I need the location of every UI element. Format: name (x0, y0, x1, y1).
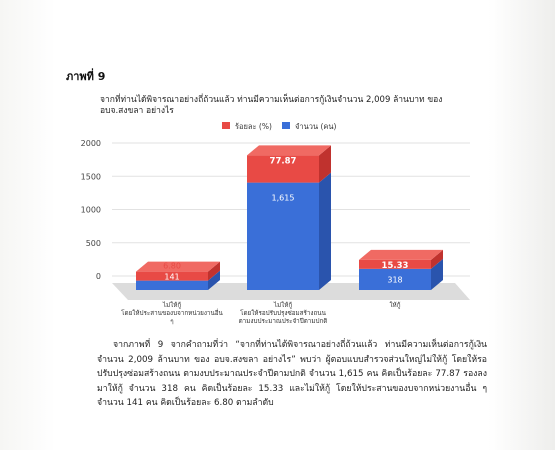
chart-title: จากที่ท่านได้พิจารณาอย่างถี่ถ้วนแล้ว ท่านมีความเห็นต่อการกู้เงินจำนวน 2,009 ล้านบาท ของ อบจ.สงขลา อย่างไร (100, 95, 443, 116)
x-category-label: ไม่ให้กู้ (273, 302, 293, 309)
data-label-count: 1,615 (271, 193, 295, 203)
x-category-label: ๆ (170, 318, 174, 325)
x-category-label: ตามงบประมาณประจำปีตามปกติ (238, 318, 328, 325)
bar-count-side (319, 173, 331, 290)
y-tick-label: 2000 (80, 139, 101, 148)
y-tick-label: 1000 (80, 205, 101, 215)
legend-swatch (222, 122, 230, 129)
y-tick-label: 0 (95, 272, 101, 281)
data-label-count: 318 (387, 275, 403, 285)
legend-label: ร้อยละ (%) (235, 122, 272, 131)
bar-top-face (359, 250, 443, 260)
y-tick-label: 500 (85, 238, 101, 248)
x-category-label: ไม่ให้กู้ (162, 302, 182, 309)
legend-swatch (282, 122, 290, 129)
data-label-percent: 15.33 (381, 260, 409, 271)
data-label-count: 141 (164, 272, 180, 282)
data-label-percent: 6.80 (163, 261, 181, 271)
bar-top-face (247, 145, 331, 155)
x-category-label: ให้กู้ (389, 302, 401, 309)
legend-label: จำนวน (คน) (295, 122, 337, 131)
x-category-label: โดยให้ประสานของบจากหน่วยงานอื่น (121, 310, 223, 317)
y-tick-label: 1500 (80, 172, 101, 182)
body-paragraph: จากภาพที่ 9 จากคำถามที่ว่า “จากที่ท่านได้พิจารณาอย่างถี่ถ้วนแล้ว ท่านมีความเห็นต่อการกู้เงินจำนวน 2,009 ล้านบาท ของ อบจ.สงขลา อย่างไร” พบว่า ผู้ตอบแบบสำรวจส่วนใหญ่ไม่ให้กู้ โดยให้รอปรับปรุงซ่อมสร้างถนน ตามงบประมาณประจำปีตามปกติ จำนวน 1,615 คน คิดเป็นร้อยละ 77.87 รองลงมาให้กู้ จำนวน 318 คน คิดเป็นร้อยละ 15.33 และไม่ให้กู้ โดยให้ประสานของบจากหน่วยงานอื่น ๆ จำนวน 141 คน คิดเป็นร้อยละ 6.80 ตามลำดับ (97, 340, 487, 408)
data-label-percent: 77.87 (269, 156, 297, 167)
figure-label: ภาพที่ 9 (66, 70, 106, 83)
x-category-label: โดยให้รอปรับปรุงซ่อมสร้างถนน (240, 310, 326, 317)
bar-count-segment (136, 281, 208, 290)
